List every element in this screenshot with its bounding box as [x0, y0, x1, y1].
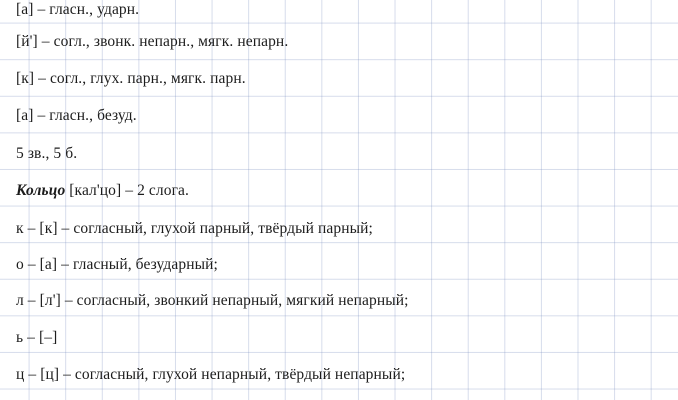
text-line	[16, 1, 670, 19]
text-line	[16, 366, 670, 384]
text-line	[16, 220, 670, 238]
line-text: ь – [–]	[16, 329, 58, 346]
text-line	[16, 33, 670, 51]
text-line	[16, 70, 670, 88]
text-line	[16, 292, 670, 310]
line-text: о – [а] – гласный, безударный;	[16, 256, 218, 273]
text-line	[16, 329, 670, 347]
line-text: 5 зв., 5 б.	[16, 145, 78, 162]
line-text: ц – [ц] – согласный, глухой непарный, твёрдый непарный;	[16, 366, 406, 383]
text-line	[16, 256, 670, 274]
line-text: к – [к] – согласный, глухой парный, твёрдый парный;	[16, 220, 373, 237]
sound-letter-count-line	[16, 145, 670, 163]
line-text: [а] – гласн., безуд.	[16, 107, 137, 124]
line-text: [к] – согл., глух. парн., мягк. парн.	[16, 70, 246, 87]
word-heading-line	[16, 182, 670, 200]
line-text: л – [л'] – согласный, звонкий непарный, мягкий непарный;	[16, 292, 409, 309]
line-text: [й'] – согл., звонк. непарн., мягк. непарн.	[16, 33, 289, 50]
line-text: [а] – гласн., ударн.	[16, 1, 140, 18]
word-heading: Кольцо	[16, 182, 66, 199]
line-text: [кал'цо] – 2 слога.	[69, 182, 189, 199]
text-line	[16, 107, 670, 125]
